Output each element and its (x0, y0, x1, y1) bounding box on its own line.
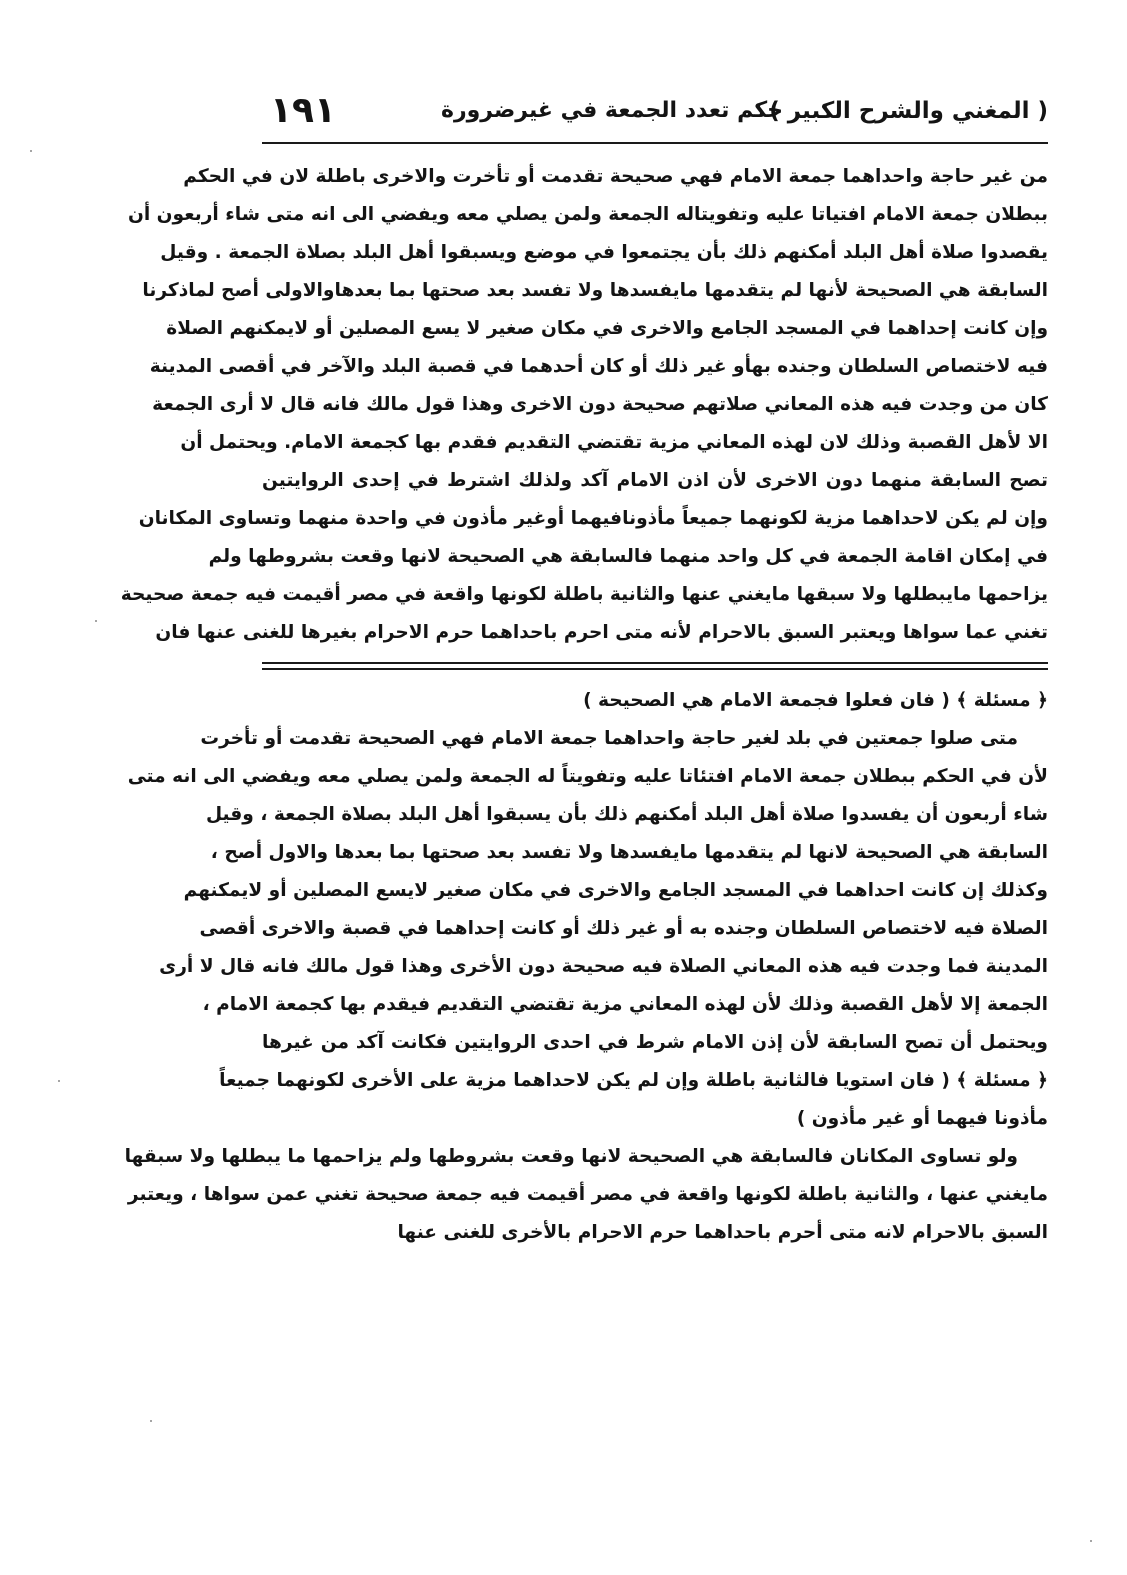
book-title: ( المغني والشرح الكبير ) (769, 98, 1048, 124)
masala-heading: ﴿ مسئلة ﴾ ( فان استويا فالثانية باطلة وإن لم يكن لاحداهما مزية على الأخرى لكونهما جميعاً (219, 1070, 1048, 1091)
masala-heading-continued: مأذونا فيهما أو غير مأذون ) (796, 1108, 1048, 1129)
text-line: كان من وجدت فيه هذه المعاني صلاتهم صحيحة دون الاخرى وهذا قول مالك فانه قال لا أرى الجمعة (152, 394, 1048, 415)
text-line: يقصدوا صلاة أهل البلد أمكنهم ذلك بأن يجتمعوا في موضع ويسبقوا أهل البلد بصلاة الجمعة . وقيل (160, 242, 1048, 263)
commentary-text (124, 682, 1048, 1252)
chapter-title: حكم تعدد الجمعة في غيرضرورة (440, 98, 783, 123)
text-line: وإن كانت إحداهما في المسجد الجامع والاخرى في مكان صغير لا يسع المصلين أو لايمكنهم الصلاة (166, 318, 1048, 339)
text-line: شاء أربعون أن يفسدوا صلاة أهل البلد أمكنهم ذلك بأن يسبقوا أهل البلد بصلاة الجمعة ، وقيل (205, 804, 1048, 825)
page-number: ١٩١ (270, 90, 336, 131)
text-line: ولو تساوى المكانان فالسابقة هي الصحيحة لانها وقعت بشروطها ولم يزاحمها ما يبطلها ولا سبقها (124, 1146, 1018, 1167)
text-line: السابقة هي الصحيحة لانها لم يتقدمها مايفسدها ولا تفسد بعد صحتها بما بعدها والاول أصح ، (210, 842, 1048, 863)
text-line: ببطلان جمعة الامام افتياتا عليه وتفويتاله الجمعة ولمن يصلي معه ويفضي الى انه متى شاء أربعون أن (127, 204, 1048, 225)
text-line: تغني عما سواها ويعتبر السبق بالاحرام لأنه متى احرم باحداهما حرم الاحرام بغيرها للغنى عنها فان (155, 622, 1048, 643)
text-line: متى صلوا جمعتين في بلد لغير حاجة واحداهما جمعة الامام فهي الصحيحة تقدمت أو تأخرت (200, 728, 1018, 749)
text-line: المدينة فما وجدت فيه هذه المعاني الصلاة فيه صحيحة دون الأخرى وهذا قول مالك فانه قال لا أرى (159, 956, 1048, 977)
text-line: لأن في الحكم ببطلان جمعة الامام افتئاتا عليه وتفويتاً له الجمعة ولمن يصلي معه ويفضي الى انه متى (127, 766, 1048, 787)
text-line: يزاحمها مايبطلها ولا سبقها مايغني عنها والثانية باطلة لكونها واقعة في مصر أقيمت فيه جمعة صحيحة (120, 584, 1048, 605)
text-line: تصح السابقة منهما دون الاخرى لأن اذن الامام آكد ولذلك اشترط في إحدى الروايتين (262, 470, 1048, 491)
text-line: ويحتمل أن تصح السابقة لأن إذن الامام شرط في احدى الروايتين فكانت آكد من غيرها (262, 1032, 1048, 1053)
page-header (262, 90, 1048, 144)
scan-speck (1090, 1540, 1092, 1542)
scan-speck (150, 1420, 152, 1422)
main-text (120, 158, 1048, 652)
text-line: الصلاة فيه لاختصاص السلطان وجنده به أو غير ذلك أو كانت إحداهما في قصبة والاخرى أقصى (199, 918, 1048, 939)
scan-speck (58, 1080, 60, 1082)
text-line: وكذلك إن كانت احداهما في المسجد الجامع والاخرى في مكان صغير لايسع المصلين أو لايمكنهم (183, 880, 1048, 901)
scan-speck (95, 620, 97, 622)
masala-heading: ﴿ مسئلة ﴾ ( فان فعلوا فجمعة الامام هي الصحيحة ) (583, 690, 1048, 711)
text-line: السبق بالاحرام لانه متى أحرم باحداهما حرم الاحرام بالأخرى للغنى عنها (397, 1222, 1048, 1243)
text-line: السابقة هي الصحيحة لأنها لم يتقدمها مايفسدها ولا تفسد بعد صحتها بما بعدهاوالاولى أصح لماذكرنا (142, 280, 1048, 301)
text-line: الا لأهل القصبة وذلك لان لهذه المعاني مزية تقتضي التقديم فقدم بها كجمعة الامام. ويحتمل أن (180, 432, 1048, 453)
text-line: فيه لاختصاص السلطان وجنده بهأو غير ذلك أو كان أحدهما في قصبة البلد والآخر في أقصى المدينة (149, 356, 1048, 377)
text-line: وإن لم يكن لاحداهما مزية لكونهما جميعاً مأذونافيهما أوغير مأذون في واحدة منهما وتساوى المكانان (138, 508, 1048, 529)
section-divider (262, 662, 1048, 670)
text-line: مايغني عنها ، والثانية باطلة لكونها واقعة في مصر أقيمت فيه جمعة صحيحة تغني عمن سواها ، ويعتبر (127, 1184, 1048, 1205)
scan-speck (30, 150, 32, 152)
text-line: في إمكان اقامة الجمعة في كل واحد منهما فالسابقة هي الصحيحة لانها وقعت بشروطها ولم (208, 546, 1048, 567)
text-line: الجمعة إلا لأهل القصبة وذلك لأن لهذه المعاني مزية تقتضي التقديم فيقدم بها كجمعة الامام ، (202, 994, 1048, 1015)
text-line: من غير حاجة واحداهما جمعة الامام فهي صحيحة تقدمت أو تأخرت والاخرى باطلة لان في الحكم (183, 166, 1048, 187)
book-page (120, 90, 1048, 1252)
